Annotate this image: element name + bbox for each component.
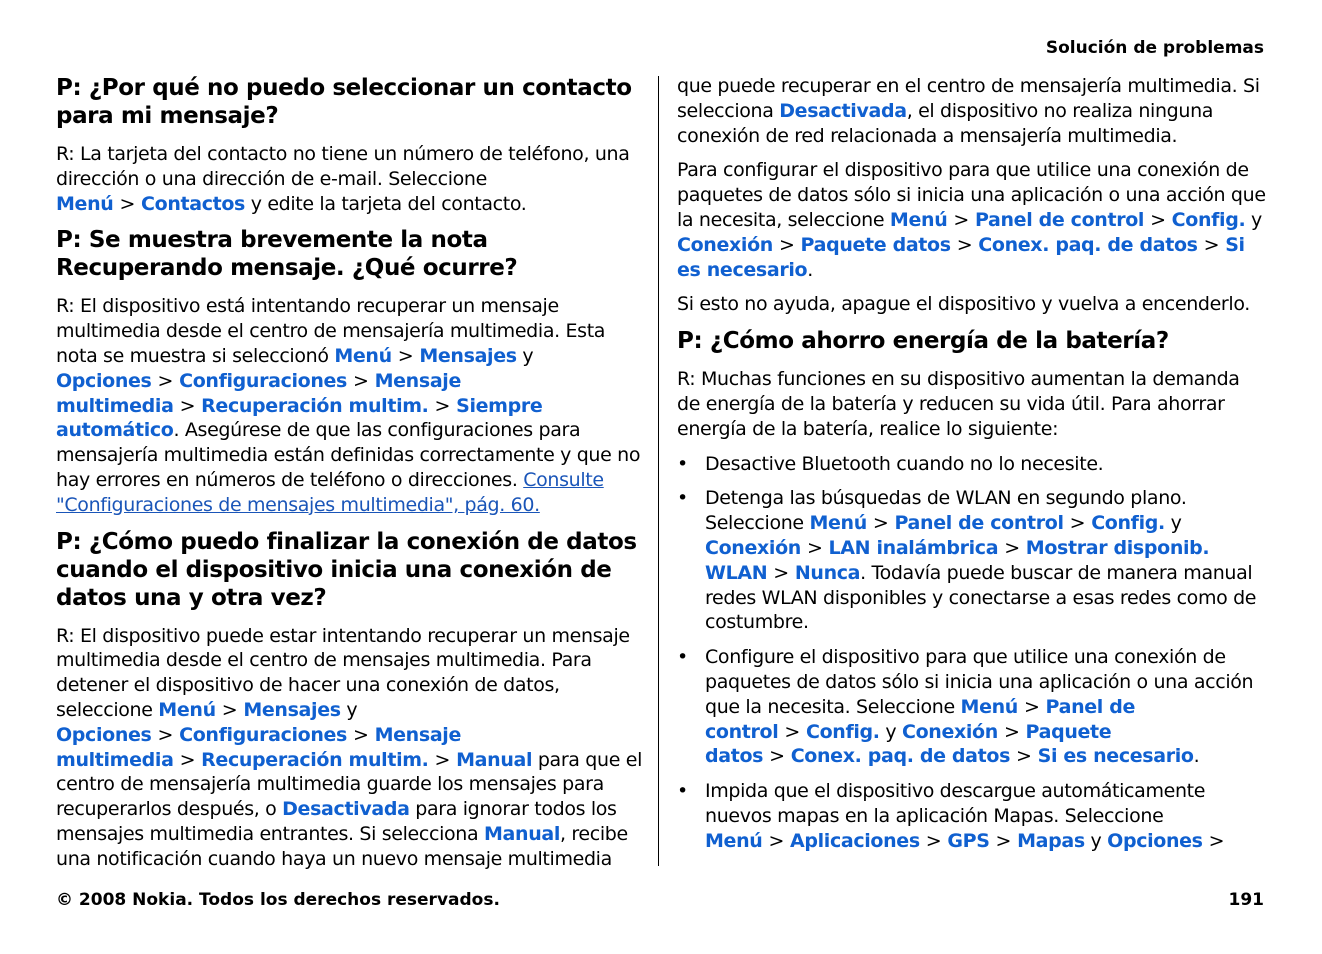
list-item: • Detenga las búsquedas de WLAN en segundo plano. Seleccione Menú > Panel de control > Config. y Conexión > LAN inalámbrica > Mostrar disponib. WLAN > Nunca. Todavía puede buscar de manera manual redes WLAN disponibles y conectarse a esas redes como de costumbre.: [677, 487, 1257, 634]
answer-paragraph: R: Muchas funciones en su dispositivo aumentan la demanda de energía de la batería y reducen su vida útil. Para ahorrar energía de la batería, realice lo siguiente:: [677, 368, 1240, 440]
bullet-icon: •: [677, 452, 688, 475]
page-number: 191: [1228, 890, 1264, 910]
answer-paragraph: Para configurar el dispositivo para que utilice una conexión de paquetes de datos sólo si inicia una aplicación o una acción que la necesita, seleccione Menú > Panel de control > Config. y Conexión > Paquete datos > Conex. paq. de datos > Si es necesario.: [677, 159, 1266, 281]
list-item: • Impida que el dispositivo descargue automáticamente nuevos mapas en la aplicación Mapas. Seleccione Menú > Aplicaciones > GPS > Mapas y Opciones >: [677, 780, 1225, 852]
menu-path-item[interactable]: Manual: [483, 822, 560, 845]
menu-path-item[interactable]: Mensajes: [419, 344, 517, 367]
menu-path-item[interactable]: Menú: [334, 344, 392, 367]
menu-path-item[interactable]: Siempre automático: [56, 394, 543, 442]
menu-path-item[interactable]: Menú: [960, 695, 1018, 718]
bullet-icon: •: [677, 646, 688, 669]
question-heading: P: ¿Por qué no puedo seleccionar un contacto para mi mensaje?: [56, 75, 632, 129]
menu-path-item[interactable]: Configuraciones: [179, 369, 348, 392]
answer-paragraph: R: El dispositivo está intentando recuperar un mensaje multimedia desde el centro de mensajería multimedia. Esta nota se muestra si seleccionó Menú > Mensajes y Opciones > Configuraciones > Mensaje multimedia > Recuperación multim. > Siempre automático. Asegúrese de que las configuraciones para mensajería multimedia están definidas correctamente y que no hay errores en números de teléfono o direcciones. Consulte "Configuraciones de mensajes multimedia", pág. 60.: [56, 295, 641, 516]
menu-path-item[interactable]: Opciones: [56, 723, 152, 746]
bullet-icon: •: [677, 780, 688, 803]
menu-path-item[interactable]: Si es necesario: [677, 233, 1245, 281]
menu-path-item[interactable]: Mostrar disponib. WLAN: [705, 536, 1210, 584]
menu-path-item[interactable]: Recuperación multim.: [201, 748, 429, 771]
copyright-notice: © 2008 Nokia. Todos los derechos reservados.: [56, 890, 500, 910]
menu-path-item[interactable]: Configuraciones: [179, 723, 348, 746]
menu-path-item[interactable]: Manual: [456, 748, 533, 771]
section-title: Solución de problemas: [1045, 38, 1264, 58]
path-separator: >: [119, 192, 136, 215]
menu-path-item[interactable]: Conexión: [705, 536, 801, 559]
menu-path-item[interactable]: Conex. paq. de datos: [790, 745, 1011, 768]
menu-path-item[interactable]: Opciones: [1107, 829, 1203, 852]
bullet-icon: •: [677, 487, 688, 510]
right-column: [677, 74, 1267, 864]
menu-path-item[interactable]: Menú: [56, 192, 114, 215]
list-item: • Desactive Bluetooth cuando no lo necesite.: [677, 452, 1104, 475]
menu-path-item[interactable]: Si es necesario: [1037, 745, 1194, 768]
cross-reference-link[interactable]: Consulte "Configuraciones de mensajes multimedia", pág. 60.: [56, 468, 604, 516]
menu-path-item[interactable]: Contactos: [141, 192, 246, 215]
menu-path-item[interactable]: Panel de control: [705, 695, 1136, 743]
question-heading: P: ¿Cómo puedo finalizar la conexión de datos cuando el dispositivo inicia una conexión de datos una y otra vez?: [56, 528, 637, 611]
list-item: • Configure el dispositivo para que utilice una conexión de paquetes de datos sólo si inicia una aplicación o una acción que la necesita. Seleccione Menú > Panel de control > Config. y Conexión > Paquete datos > Conex. paq. de datos > Si es necesario.: [677, 646, 1254, 768]
menu-path-item[interactable]: Config.: [1091, 512, 1165, 535]
menu-path-item[interactable]: GPS: [947, 829, 990, 852]
menu-path-item[interactable]: Panel de control: [974, 208, 1145, 231]
menu-path-item[interactable]: Panel de control: [894, 512, 1064, 535]
menu-path-item[interactable]: Menú: [889, 208, 948, 231]
question-heading: P: ¿Cómo ahorro energía de la batería?: [677, 328, 1169, 355]
answer-paragraph: R: La tarjeta del contacto no tiene un número de teléfono, una dirección o una dirección de e-mail. Seleccione Menú > Contactos y edite la tarjeta del contacto.: [56, 143, 630, 215]
menu-path-item[interactable]: Menú: [158, 698, 216, 721]
menu-path-item[interactable]: Config.: [806, 720, 880, 743]
menu-path-item[interactable]: Mensajes: [243, 698, 341, 721]
menu-path-item[interactable]: Opciones: [56, 369, 152, 392]
menu-path-item[interactable]: Mensaje multimedia: [56, 369, 461, 417]
menu-path-item[interactable]: Menú: [705, 829, 763, 852]
menu-path-item[interactable]: LAN inalámbrica: [828, 536, 999, 559]
menu-path-item[interactable]: Paquete datos: [800, 233, 951, 256]
menu-path-item[interactable]: Conexión: [677, 233, 773, 256]
menu-path-item[interactable]: Conexión: [901, 720, 998, 743]
menu-path-item[interactable]: Paquete datos: [705, 720, 1112, 768]
menu-path-item[interactable]: Desactivada: [282, 798, 410, 821]
answer-paragraph: R: El dispositivo puede estar intentando recuperar un mensaje multimedia desde el centro de mensajes multimedia. Para detener el dispositivo de hacer una conexión de datos, seleccione Menú > Mensajes y Opciones > Configuraciones > Mensaje multimedia > Recuperación multim. > Manual para que el centro de mensajería multimedia guarde los mensajes para recuperarlos después, o Desactivada para ignorar todos los mensajes multimedia entrantes. Si selecciona Manual, recibe una notificación cuando haya un nuevo mensaje multimedia: [56, 624, 642, 870]
column-divider: [658, 76, 659, 866]
menu-path-item[interactable]: Mensaje multimedia: [56, 723, 461, 771]
question-heading: P: Se muestra brevemente la nota Recuperando mensaje. ¿Qué ocurre?: [56, 227, 518, 282]
menu-path-item[interactable]: Aplicaciones: [790, 829, 920, 852]
menu-path-item[interactable]: Nunca: [794, 561, 861, 584]
menu-path-item[interactable]: Recuperación multim.: [201, 394, 429, 417]
tips-list: [677, 452, 1267, 854]
answer-continuation: que puede recuperar en el centro de mensajería multimedia. Si selecciona Desactivada, el dispositivo no realiza ninguna conexión de red relacionada a mensajería multimedia.: [677, 75, 1260, 147]
menu-path-item[interactable]: Mapas: [1017, 829, 1085, 852]
menu-path-item[interactable]: Config.: [1171, 208, 1246, 231]
menu-path-item[interactable]: Conex. paq. de datos: [978, 233, 1198, 256]
answer-paragraph: Si esto no ayuda, apague el dispositivo y vuelva a encenderlo.: [677, 293, 1250, 316]
left-column: [56, 74, 646, 882]
menu-path-item[interactable]: Desactivada: [779, 99, 907, 122]
menu-path-item[interactable]: Menú: [809, 512, 867, 535]
